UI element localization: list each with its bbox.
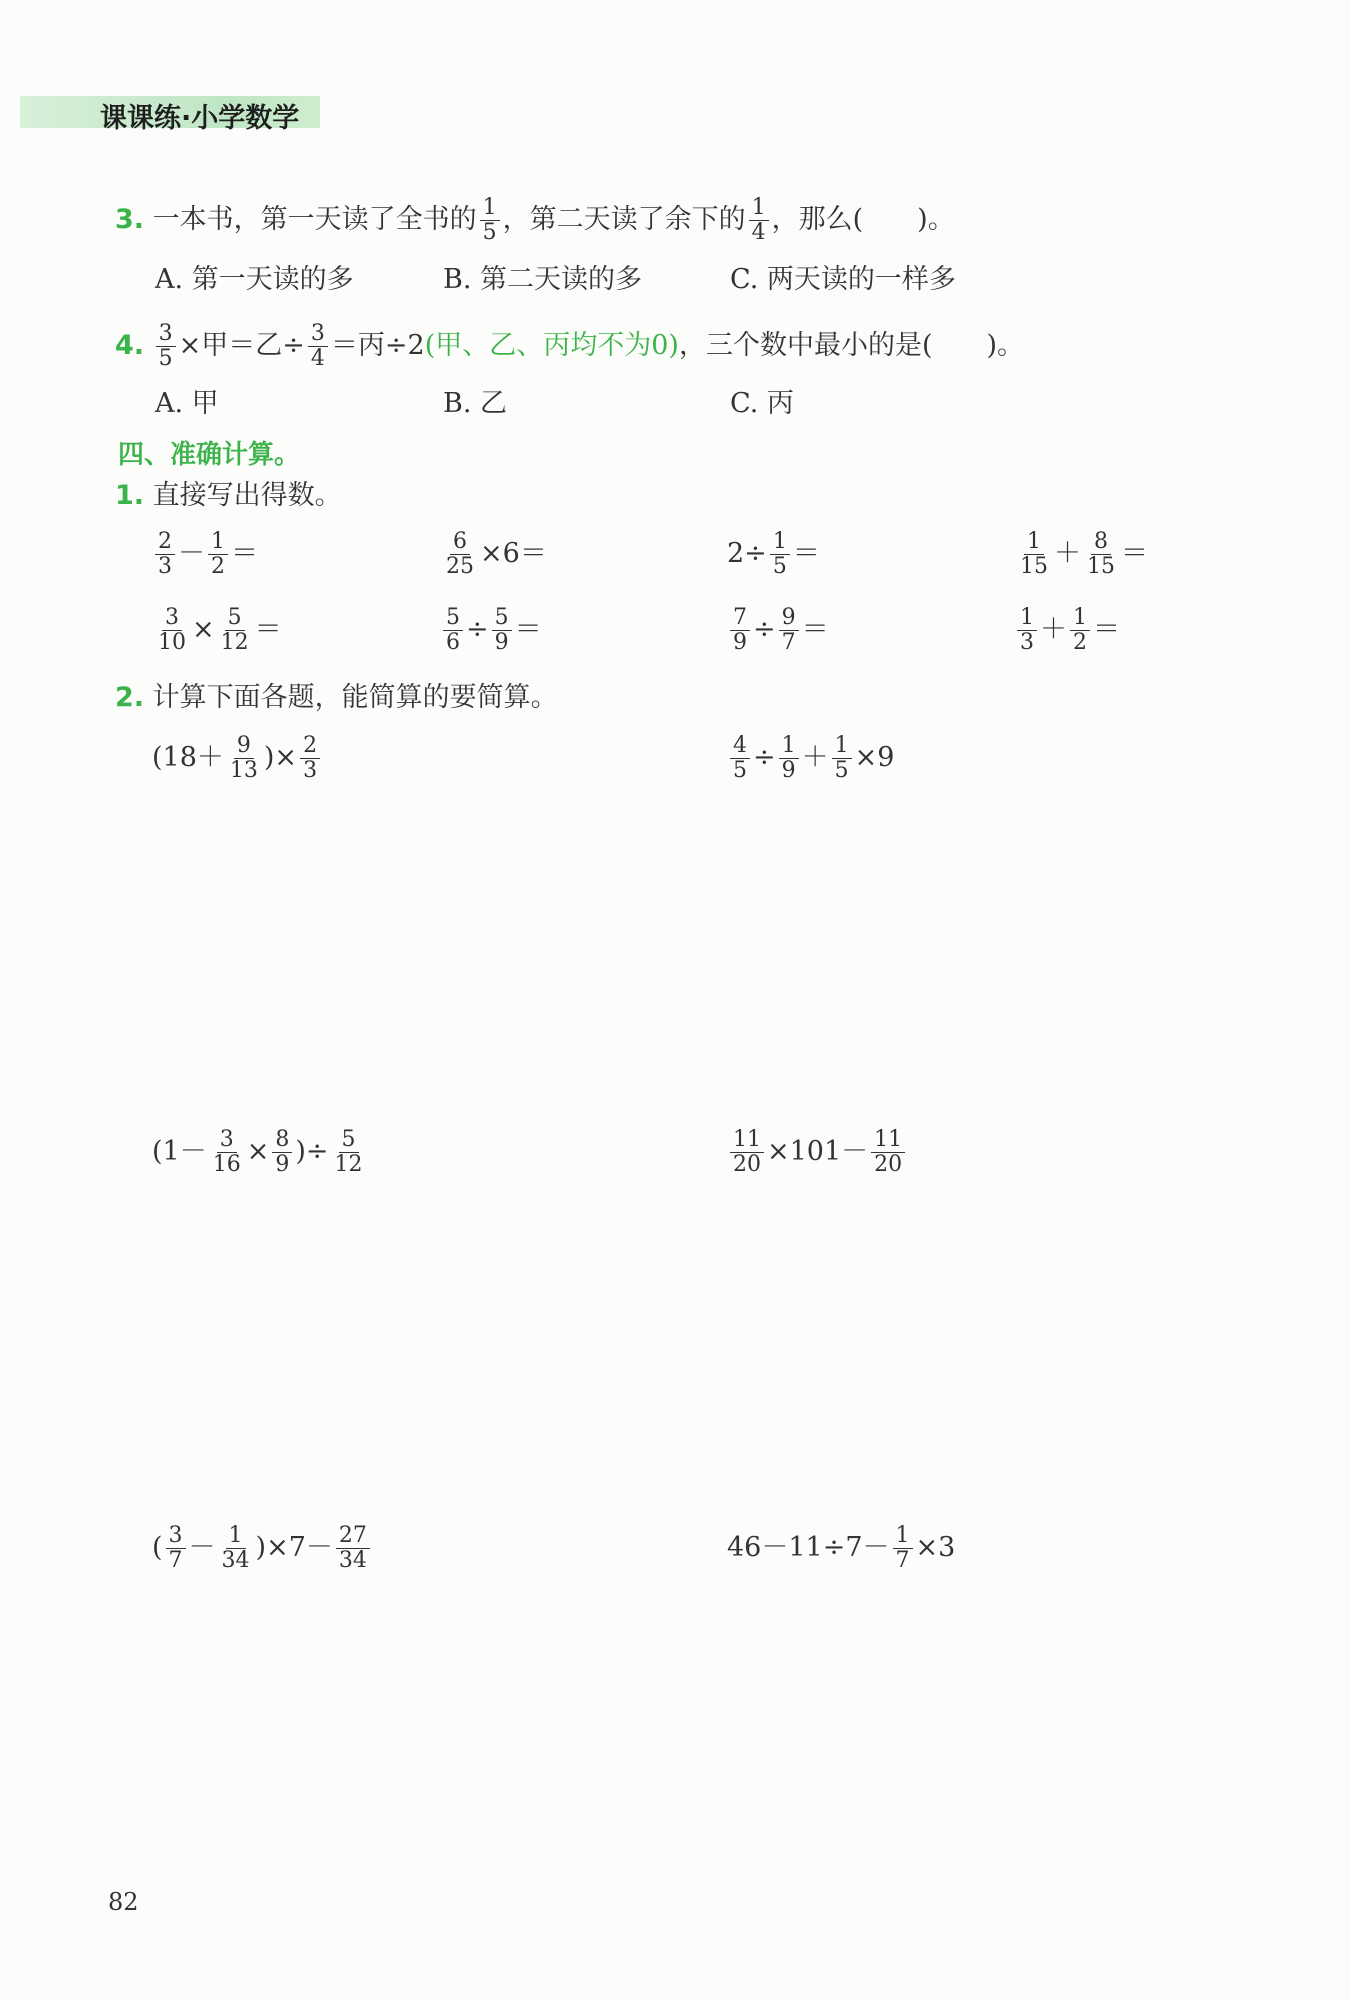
question-4	[115, 322, 1024, 371]
question-number: 1.	[115, 480, 145, 511]
problem-2-heading	[115, 680, 558, 716]
calc-item: $\frac{5}{6}$ ÷ $\frac{5}{9}$ ＝	[440, 606, 542, 655]
calc-item: $\frac{6}{25}$ ×6＝	[446, 529, 547, 579]
q4-option-b: B. 乙	[443, 388, 508, 419]
q3-option-c: C. 两天读的一样多	[730, 264, 956, 295]
fraction: $\frac{1}{5}$	[480, 196, 500, 245]
question-number: 4.	[115, 330, 145, 361]
fraction: $\frac{3}{5}$	[156, 322, 176, 371]
problem-1-title: 直接写出得数。	[152, 480, 342, 511]
q4-text-c: ，三个数中最小的是( )。	[678, 330, 1025, 361]
expression-5: ( $\frac{3}{7}$ － $\frac{1}{34}$ )×7－ $\frac{27}{34}$	[152, 1524, 373, 1573]
q4-note: (甲、乙、丙均不为0)	[424, 330, 679, 361]
page-header-title: 课课练·小学数学	[100, 103, 300, 134]
problem-1-heading	[115, 478, 342, 514]
expression-3: (1－ $\frac{3}{16}$ × $\frac{8}{9}$ )÷ $\frac{5}{12}$	[152, 1127, 363, 1177]
q4-text-b: ＝丙÷2	[330, 330, 425, 361]
section-title: 四、准确计算。	[118, 440, 301, 470]
question-3	[115, 196, 955, 245]
question-number: 3.	[115, 204, 145, 235]
fraction: $\frac{1}{4}$	[749, 196, 769, 245]
calc-item: $\frac{3}{10}$ × $\frac{5}{12}$ ＝	[158, 605, 282, 655]
q3-text-b: ，第二天读了余下的	[502, 204, 746, 235]
fraction: $\frac{3}{4}$	[308, 322, 328, 371]
calc-item: $\frac{1}{15}$ ＋ $\frac{8}{15}$ ＝	[1020, 529, 1148, 579]
expression-4: $\frac{11}{20}$ ×101－ $\frac{11}{20}$	[727, 1128, 908, 1177]
calc-item: $\frac{7}{9}$ ÷ $\frac{9}{7}$ ＝	[727, 606, 829, 655]
q3-text-c: ，那么( )。	[771, 204, 955, 235]
calc-item: $\frac{2}{3}$ － $\frac{1}{2}$ ＝	[152, 530, 258, 579]
expression-6: 46－11÷7－ $\frac{1}{7}$ ×3	[727, 1523, 956, 1573]
problem-2-title: 计算下面各题，能简算的要简算。	[152, 682, 558, 713]
calc-item: $\frac{1}{3}$ ＋ $\frac{1}{2}$ ＝	[1014, 606, 1120, 655]
calc-item: 2÷ $\frac{1}{5}$ ＝	[727, 529, 820, 579]
q4-text-a: ×甲＝乙÷	[178, 330, 305, 361]
q4-option-c: C. 丙	[730, 388, 794, 419]
question-number: 2.	[115, 682, 145, 713]
expression-1: (18＋ $\frac{9}{13}$ )× $\frac{2}{3}$	[152, 734, 323, 783]
q4-option-a: A. 甲	[155, 388, 219, 419]
q3-option-b: B. 第二天读的多	[443, 264, 643, 295]
expression-2: $\frac{4}{5}$ ÷ $\frac{1}{9}$ ＋ $\frac{1}{5}$ ×9	[727, 734, 894, 783]
q3-option-a: A. 第一天读的多	[155, 264, 354, 295]
page-number: 82	[108, 1888, 139, 1916]
q3-text-a: 一本书，第一天读了全书的	[152, 204, 477, 235]
